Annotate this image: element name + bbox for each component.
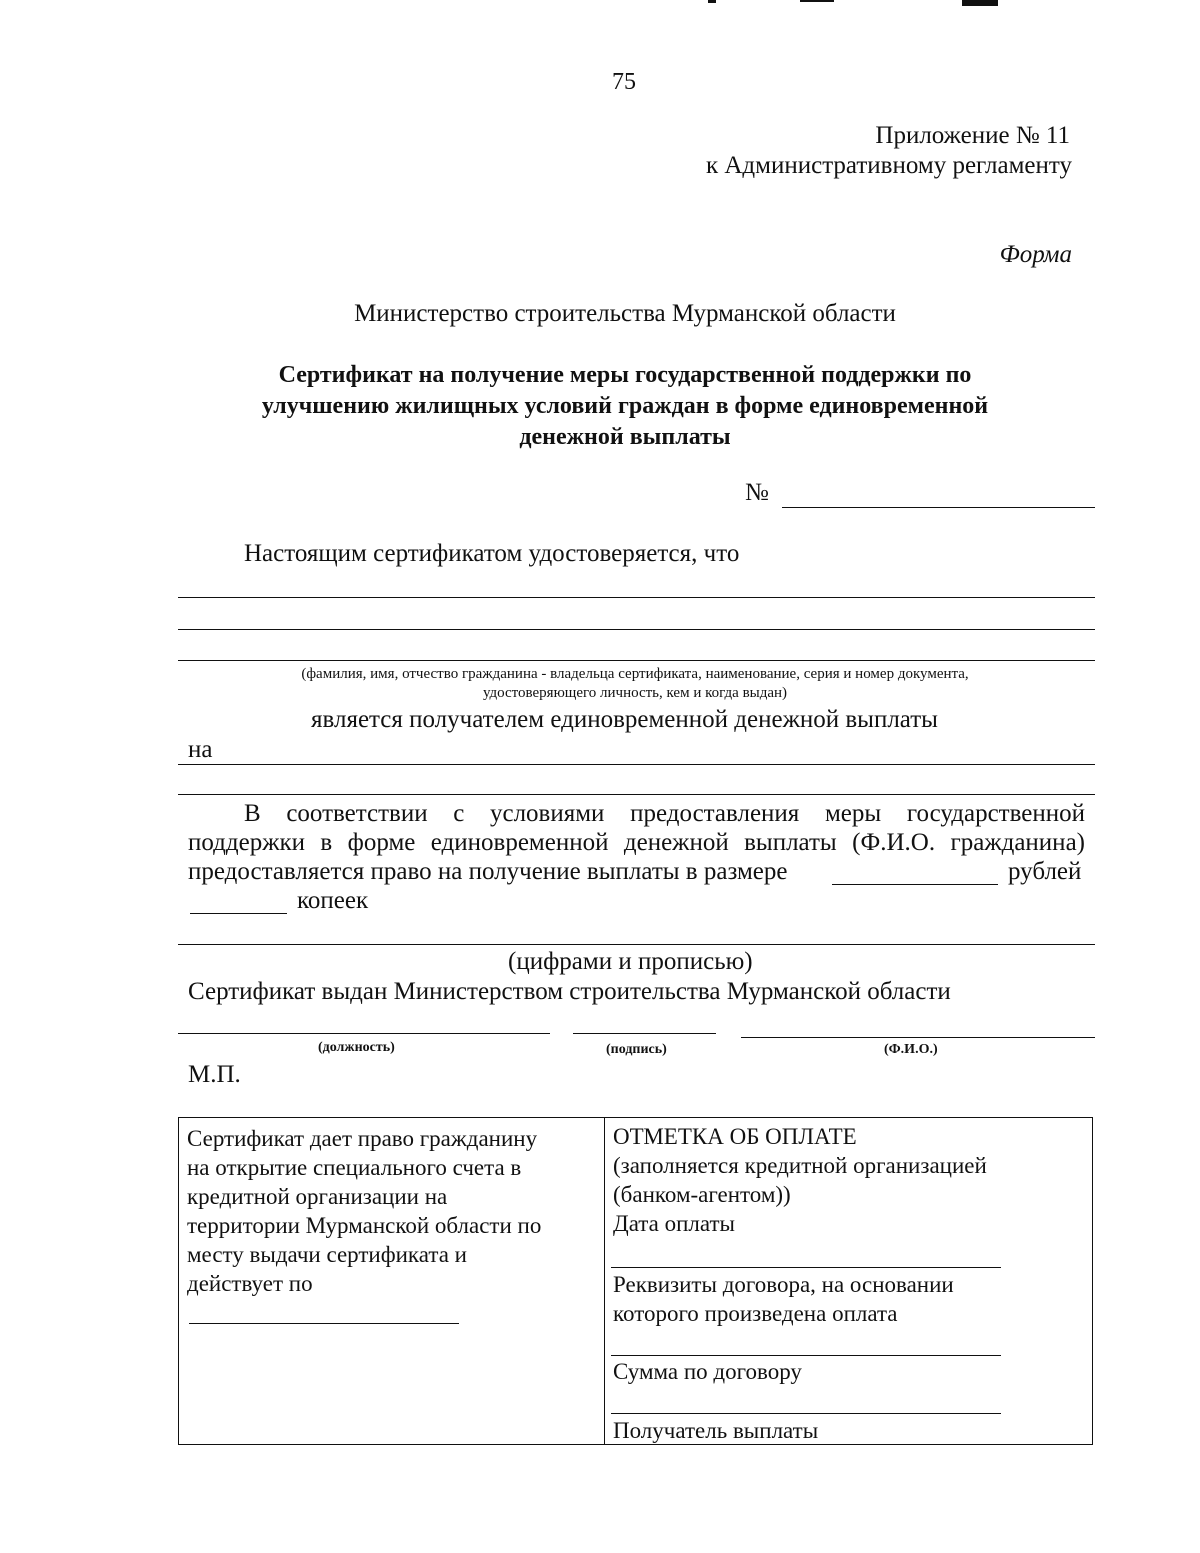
holder-caption-line-1: (фамилия, имя, отчество гражданина - владельца сертификата, наименование, серия и номер документа, [301, 666, 969, 682]
position-caption: (должность) [318, 1040, 395, 1055]
number-label: № [745, 479, 769, 506]
holder-line-1 [178, 597, 1095, 598]
conditions-line-1-text: В соответствии с условиями предоставления меры государственной [244, 800, 1085, 827]
certificate-title-line-2: улучшению жилищных условий граждан в форме единовременной [261, 393, 989, 419]
appendix-line-2: к Административному регламенту [705, 152, 1072, 179]
payment-mark-cell [613, 1122, 1083, 1238]
payment-mark-note-2: (банком-агентом)) [613, 1182, 791, 1207]
payment-date-line [611, 1267, 1001, 1268]
conditions-line-2-text: поддержки в форме единовременной денежной выплаты (Ф.И.О. гражданина) [188, 829, 1085, 856]
stamp-label: М.П. [188, 1061, 241, 1088]
rubles-field-line [832, 884, 998, 885]
number-field-line [782, 507, 1095, 508]
name-caption: (Ф.И.О.) [884, 1042, 938, 1057]
certificate-title-line-3: денежной выплаты [519, 424, 731, 450]
signature-line [573, 1033, 716, 1034]
on-line-1 [178, 764, 1095, 765]
kopecks-field-line [190, 913, 287, 914]
scan-artifact [708, 0, 716, 3]
ministry-name: Министерство строительства Мурманской области [354, 300, 896, 327]
payment-mark-header: ОТМЕТКА ОБ ОПЛАТЕ [613, 1124, 857, 1149]
appendix-line-1: Приложение № 11 [875, 122, 1070, 149]
amount-line [178, 944, 1095, 945]
scan-artifact [800, 0, 834, 2]
payment-date-label: Дата оплаты [613, 1211, 735, 1236]
contract-details-line-2: которого произведена оплата [613, 1301, 898, 1326]
kopecks-label: копеек [297, 887, 369, 914]
amount-caption: (цифрами и прописью) [508, 948, 753, 975]
position-line [178, 1033, 550, 1034]
name-line [741, 1037, 1095, 1038]
conditions-line-1 [244, 800, 1085, 828]
contract-sum-label: Сумма по договору [613, 1359, 802, 1384]
payment-mark-note-1: (заполняется кредитной организацией [613, 1153, 987, 1178]
validity-date-line [189, 1323, 459, 1324]
table-divider [604, 1118, 605, 1444]
conditions-line-2 [188, 829, 1085, 857]
payee-label: Получатель выплаты [613, 1418, 819, 1443]
on-label: на [188, 736, 213, 763]
certify-text: Настоящим сертификатом удостоверяется, что [244, 540, 740, 567]
form-label: Форма [999, 241, 1072, 268]
page-number: 75 [612, 69, 636, 95]
certificate-title-line-1: Сертификат на получение меры государственной поддержки по [278, 362, 972, 388]
signature-caption: (подпись) [606, 1042, 667, 1057]
contract-sum-field-line [611, 1413, 1001, 1414]
contract-details-line-1: Реквизиты договора, на основании [613, 1272, 954, 1297]
contract-details-field-line [611, 1355, 1001, 1356]
recipient-text: является получателем единовременной денежной выплаты [311, 706, 938, 733]
holder-line-2 [178, 629, 1095, 630]
rubles-label: рублей [1008, 858, 1082, 885]
issued-by-text: Сертификат выдан Министерством строительства Мурманской области [188, 978, 951, 1005]
conditions-line-3: предоставляется право на получение выплаты в размере [188, 858, 788, 885]
payment-table [178, 1117, 1093, 1445]
on-line-2 [178, 794, 1095, 795]
holder-line-3 [178, 660, 1095, 661]
holder-caption-line-2: удостоверяющего личность, кем и когда выдан) [482, 685, 788, 701]
scan-artifact [962, 0, 998, 6]
validity-cell-text: Сертификат дает право гражданину на открытие специального счета в кредитной организации на территории Мурманской области по месту выдачи сертификата и действует по [187, 1126, 542, 1296]
